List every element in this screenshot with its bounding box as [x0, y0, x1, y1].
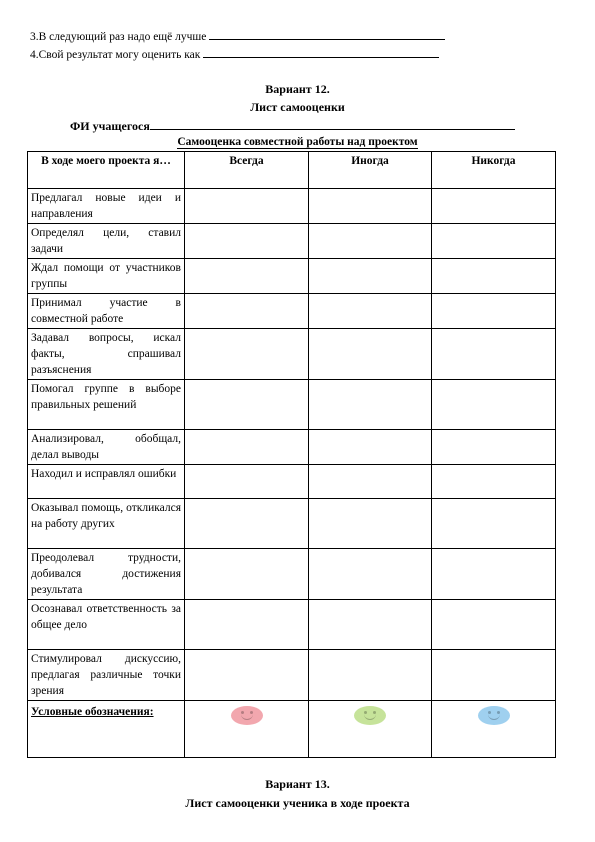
rating-cell-never[interactable] — [432, 600, 556, 650]
legend-icon-cell — [309, 701, 432, 758]
rating-cell-sometimes[interactable] — [309, 259, 432, 294]
rating-cell-sometimes[interactable] — [309, 380, 432, 430]
rating-cell-always[interactable] — [185, 650, 309, 701]
header-sometimes: Иногда — [309, 152, 432, 189]
table-row — [28, 499, 556, 549]
table-row — [28, 650, 556, 701]
rating-cell-always[interactable] — [185, 224, 309, 259]
rating-cell-always[interactable] — [185, 380, 309, 430]
rating-cell-always[interactable] — [185, 259, 309, 294]
legend-label: Условные обозначения: — [31, 706, 154, 718]
variant-13-title: Вариант 13. — [265, 777, 330, 791]
smiley-face-icon — [478, 706, 510, 725]
rating-cell-never[interactable] — [432, 224, 556, 259]
rating-cell-always[interactable] — [185, 430, 309, 465]
activity-label: Оказывал помощь, откликался на работу других — [28, 499, 185, 549]
rating-cell-always[interactable] — [185, 549, 309, 600]
rating-cell-never[interactable] — [432, 465, 556, 499]
rating-cell-always[interactable] — [185, 329, 309, 380]
rating-cell-never[interactable] — [432, 430, 556, 465]
activity-label: Принимал участие в совместной работе — [28, 294, 185, 329]
reflection-line-3-text: 3.В следующий раз надо ещё лучше — [30, 31, 207, 43]
table-row — [28, 380, 556, 430]
rating-cell-sometimes[interactable] — [309, 549, 432, 600]
header-always: Всегда — [185, 152, 309, 189]
header-never: Никогда — [432, 152, 556, 189]
rating-cell-sometimes[interactable] — [309, 430, 432, 465]
variant-12-title: Вариант 12. — [265, 82, 330, 96]
rating-cell-never[interactable] — [432, 294, 556, 329]
rating-cell-never[interactable] — [432, 549, 556, 600]
rating-cell-sometimes[interactable] — [309, 189, 432, 224]
activity-label: Стимулировал дискуссию, предлагая различные точки зрения — [28, 650, 185, 701]
rating-cell-sometimes[interactable] — [309, 294, 432, 329]
activity-label: Предлагал новые идеи и направления — [28, 189, 185, 224]
rating-cell-always[interactable] — [185, 294, 309, 329]
answer-blank[interactable] — [209, 28, 445, 40]
rating-cell-never[interactable] — [432, 189, 556, 224]
rating-cell-never[interactable] — [432, 380, 556, 430]
table-row — [28, 294, 556, 329]
header-activity: В ходе моего проекта я… — [28, 152, 185, 189]
legend-cell — [28, 701, 185, 758]
student-name-blank[interactable] — [150, 118, 515, 130]
legend-row — [28, 701, 556, 758]
table-row — [28, 329, 556, 380]
legend-icon-cell — [185, 701, 309, 758]
table-row — [28, 600, 556, 650]
legend-icon-cell — [432, 701, 556, 758]
variant-13-subtitle: Лист самооценки ученика в ходе проекта — [185, 796, 410, 810]
table-row — [28, 465, 556, 499]
table-row — [28, 189, 556, 224]
student-name-line — [70, 118, 515, 134]
activity-label: Задавал вопросы, искал факты, спрашивал разъяснения — [28, 329, 185, 380]
reflection-line-4-text: 4.Свой результат могу оценить как — [30, 49, 201, 61]
self-assessment-table — [27, 151, 556, 758]
activity-label: Находил и исправлял ошибки — [28, 465, 185, 499]
rating-cell-always[interactable] — [185, 600, 309, 650]
rating-cell-sometimes[interactable] — [309, 329, 432, 380]
reflection-line-3 — [30, 28, 445, 43]
rating-cell-never[interactable] — [432, 259, 556, 294]
table-row — [28, 430, 556, 465]
rating-cell-never[interactable] — [432, 329, 556, 380]
activity-label: Определял цели, ставил задачи — [28, 224, 185, 259]
table-row — [28, 549, 556, 600]
rating-cell-sometimes[interactable] — [309, 499, 432, 549]
activity-label: Осознавал ответственность за общее дело — [28, 600, 185, 650]
table-title — [0, 136, 595, 148]
rating-cell-always[interactable] — [185, 189, 309, 224]
rating-cell-sometimes[interactable] — [309, 600, 432, 650]
activity-label: Ждал помощи от участников группы — [28, 259, 185, 294]
table-row — [28, 259, 556, 294]
activity-label: Преодолевал трудности, добивался достижения результата — [28, 549, 185, 600]
rating-cell-always[interactable] — [185, 499, 309, 549]
table-title-text: Самооценка совместной работы над проектом — [177, 136, 418, 148]
variant-12-subtitle: Лист самооценки — [250, 100, 345, 114]
student-name-label: ФИ учащегося — [70, 119, 150, 133]
smiley-face-icon — [354, 706, 386, 725]
rating-cell-never[interactable] — [432, 499, 556, 549]
table-row — [28, 224, 556, 259]
rating-cell-never[interactable] — [432, 650, 556, 701]
activity-label: Анализировал, обобщал, делал выводы — [28, 430, 185, 465]
rating-cell-always[interactable] — [185, 465, 309, 499]
rating-cell-sometimes[interactable] — [309, 224, 432, 259]
reflection-line-4 — [30, 46, 439, 61]
answer-blank[interactable] — [203, 46, 439, 58]
table-header-row — [28, 152, 556, 189]
activity-label: Помогал группе в выборе правильных решений — [28, 380, 185, 430]
rating-cell-sometimes[interactable] — [309, 650, 432, 701]
smiley-face-icon — [231, 706, 263, 725]
rating-cell-sometimes[interactable] — [309, 465, 432, 499]
